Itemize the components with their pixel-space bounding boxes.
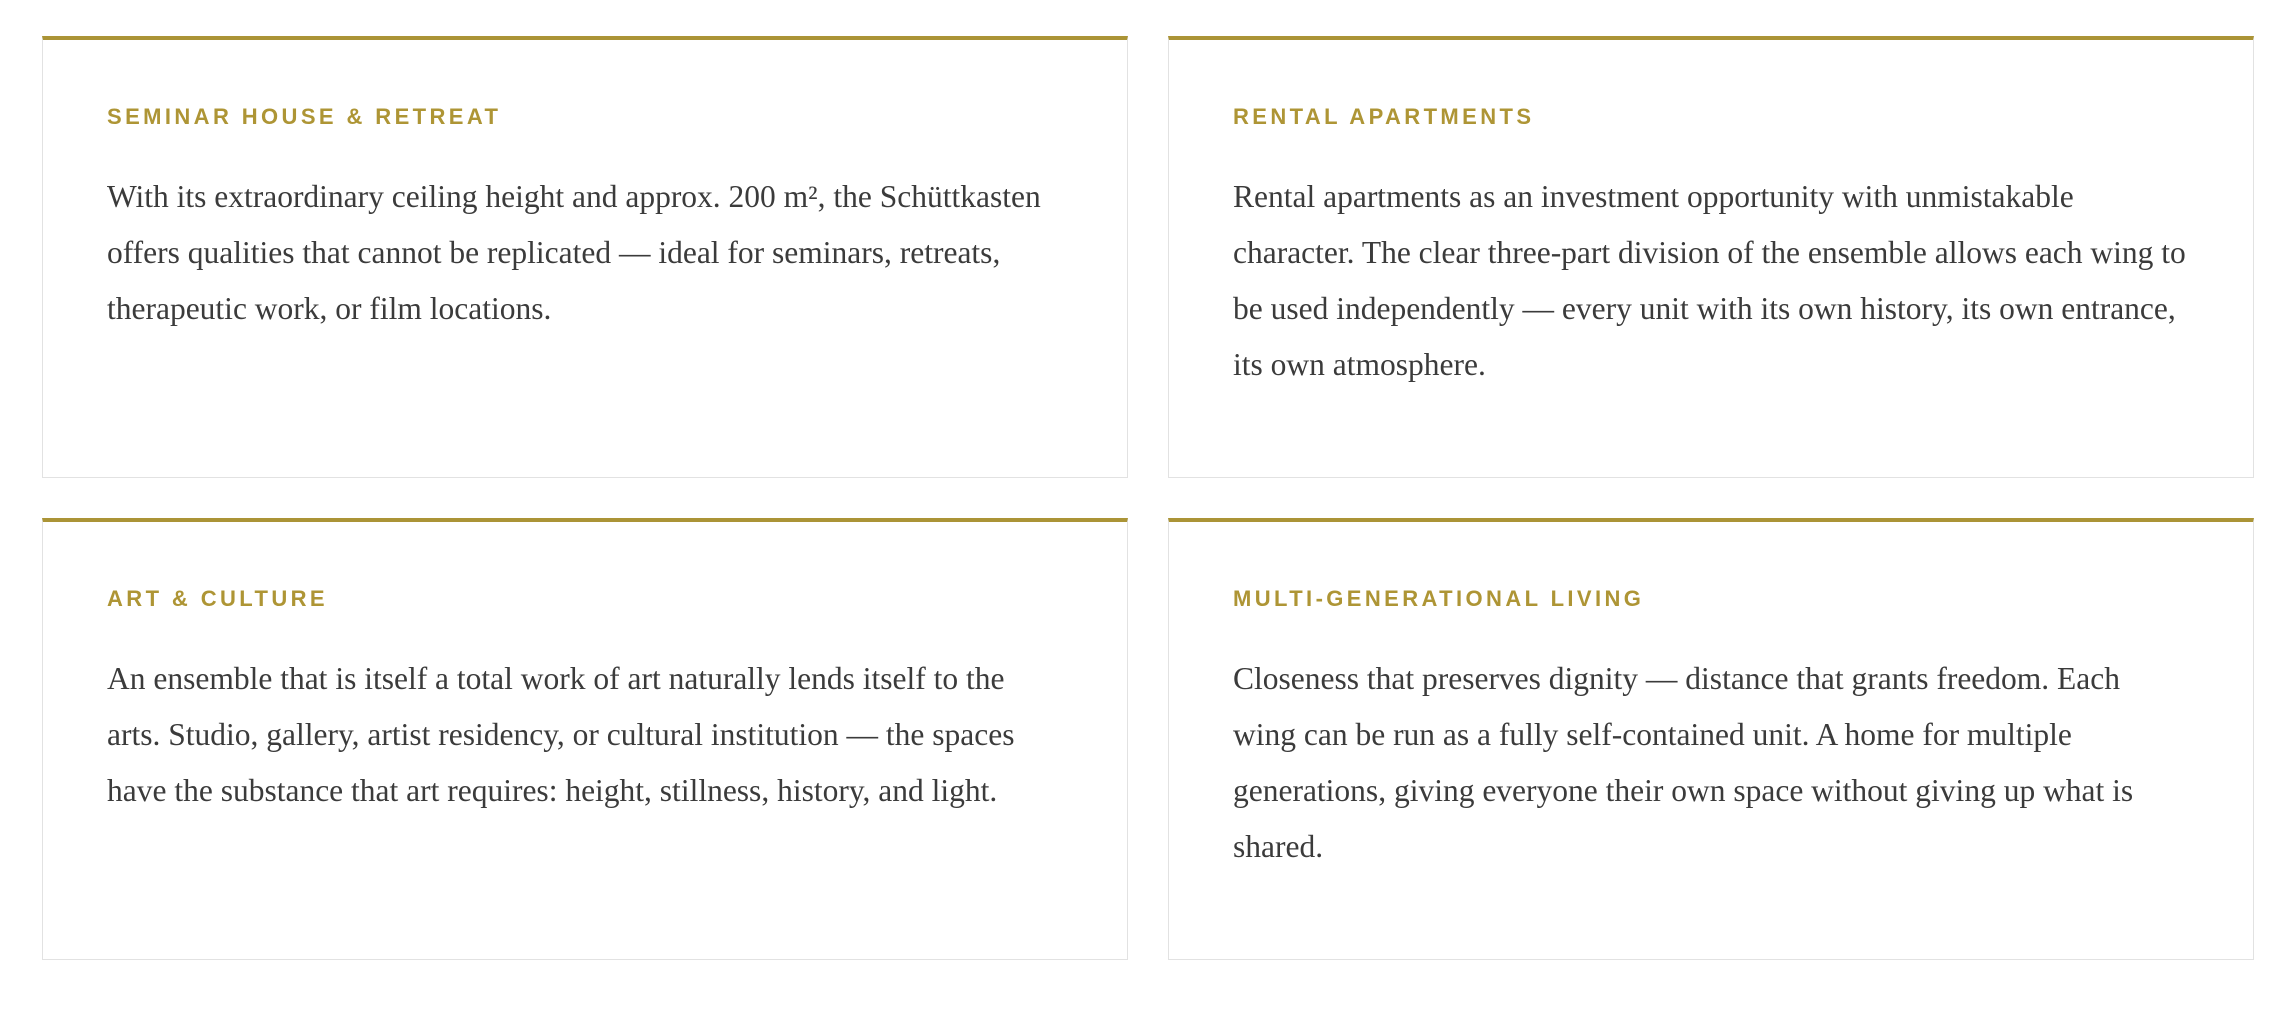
card-seminar-house <box>42 36 1128 478</box>
card-description: An ensemble that is itself a total work of art naturally lends itself to the arts. Studio, gallery, artist residency, or cultural institution — the spaces have the substance that art requires: height, stillness, history, and light. <box>107 661 1015 808</box>
card-title: SEMINAR HOUSE & RETREAT <box>107 104 502 129</box>
card-rental-apartments <box>1168 36 2254 478</box>
card-art-culture <box>42 518 1128 960</box>
card-description: Rental apartments as an investment opportunity with unmistakable character. The clear three-part division of the ensemble allows each wing to be used independently — every unit with its own history, its own entrance, its own atmosphere. <box>1233 179 2186 382</box>
card-description: With its extraordinary ceiling height and approx. 200 m², the Schüttkasten offers qualities that cannot be replicated — ideal for seminars, retreats, therapeutic work, or film locations. <box>107 179 1041 326</box>
card-title: MULTI-GENERATIONAL LIVING <box>1233 586 1645 611</box>
use-case-grid <box>42 36 2254 960</box>
card-description: Closeness that preserves dignity — distance that grants freedom. Each wing can be run as a fully self-contained unit. A home for multiple generations, giving everyone their own space without giving up what is shared. <box>1233 661 2134 864</box>
card-multi-generational <box>1168 518 2254 960</box>
card-title: ART & CULTURE <box>107 586 328 611</box>
card-title: RENTAL APARTMENTS <box>1233 104 1535 129</box>
